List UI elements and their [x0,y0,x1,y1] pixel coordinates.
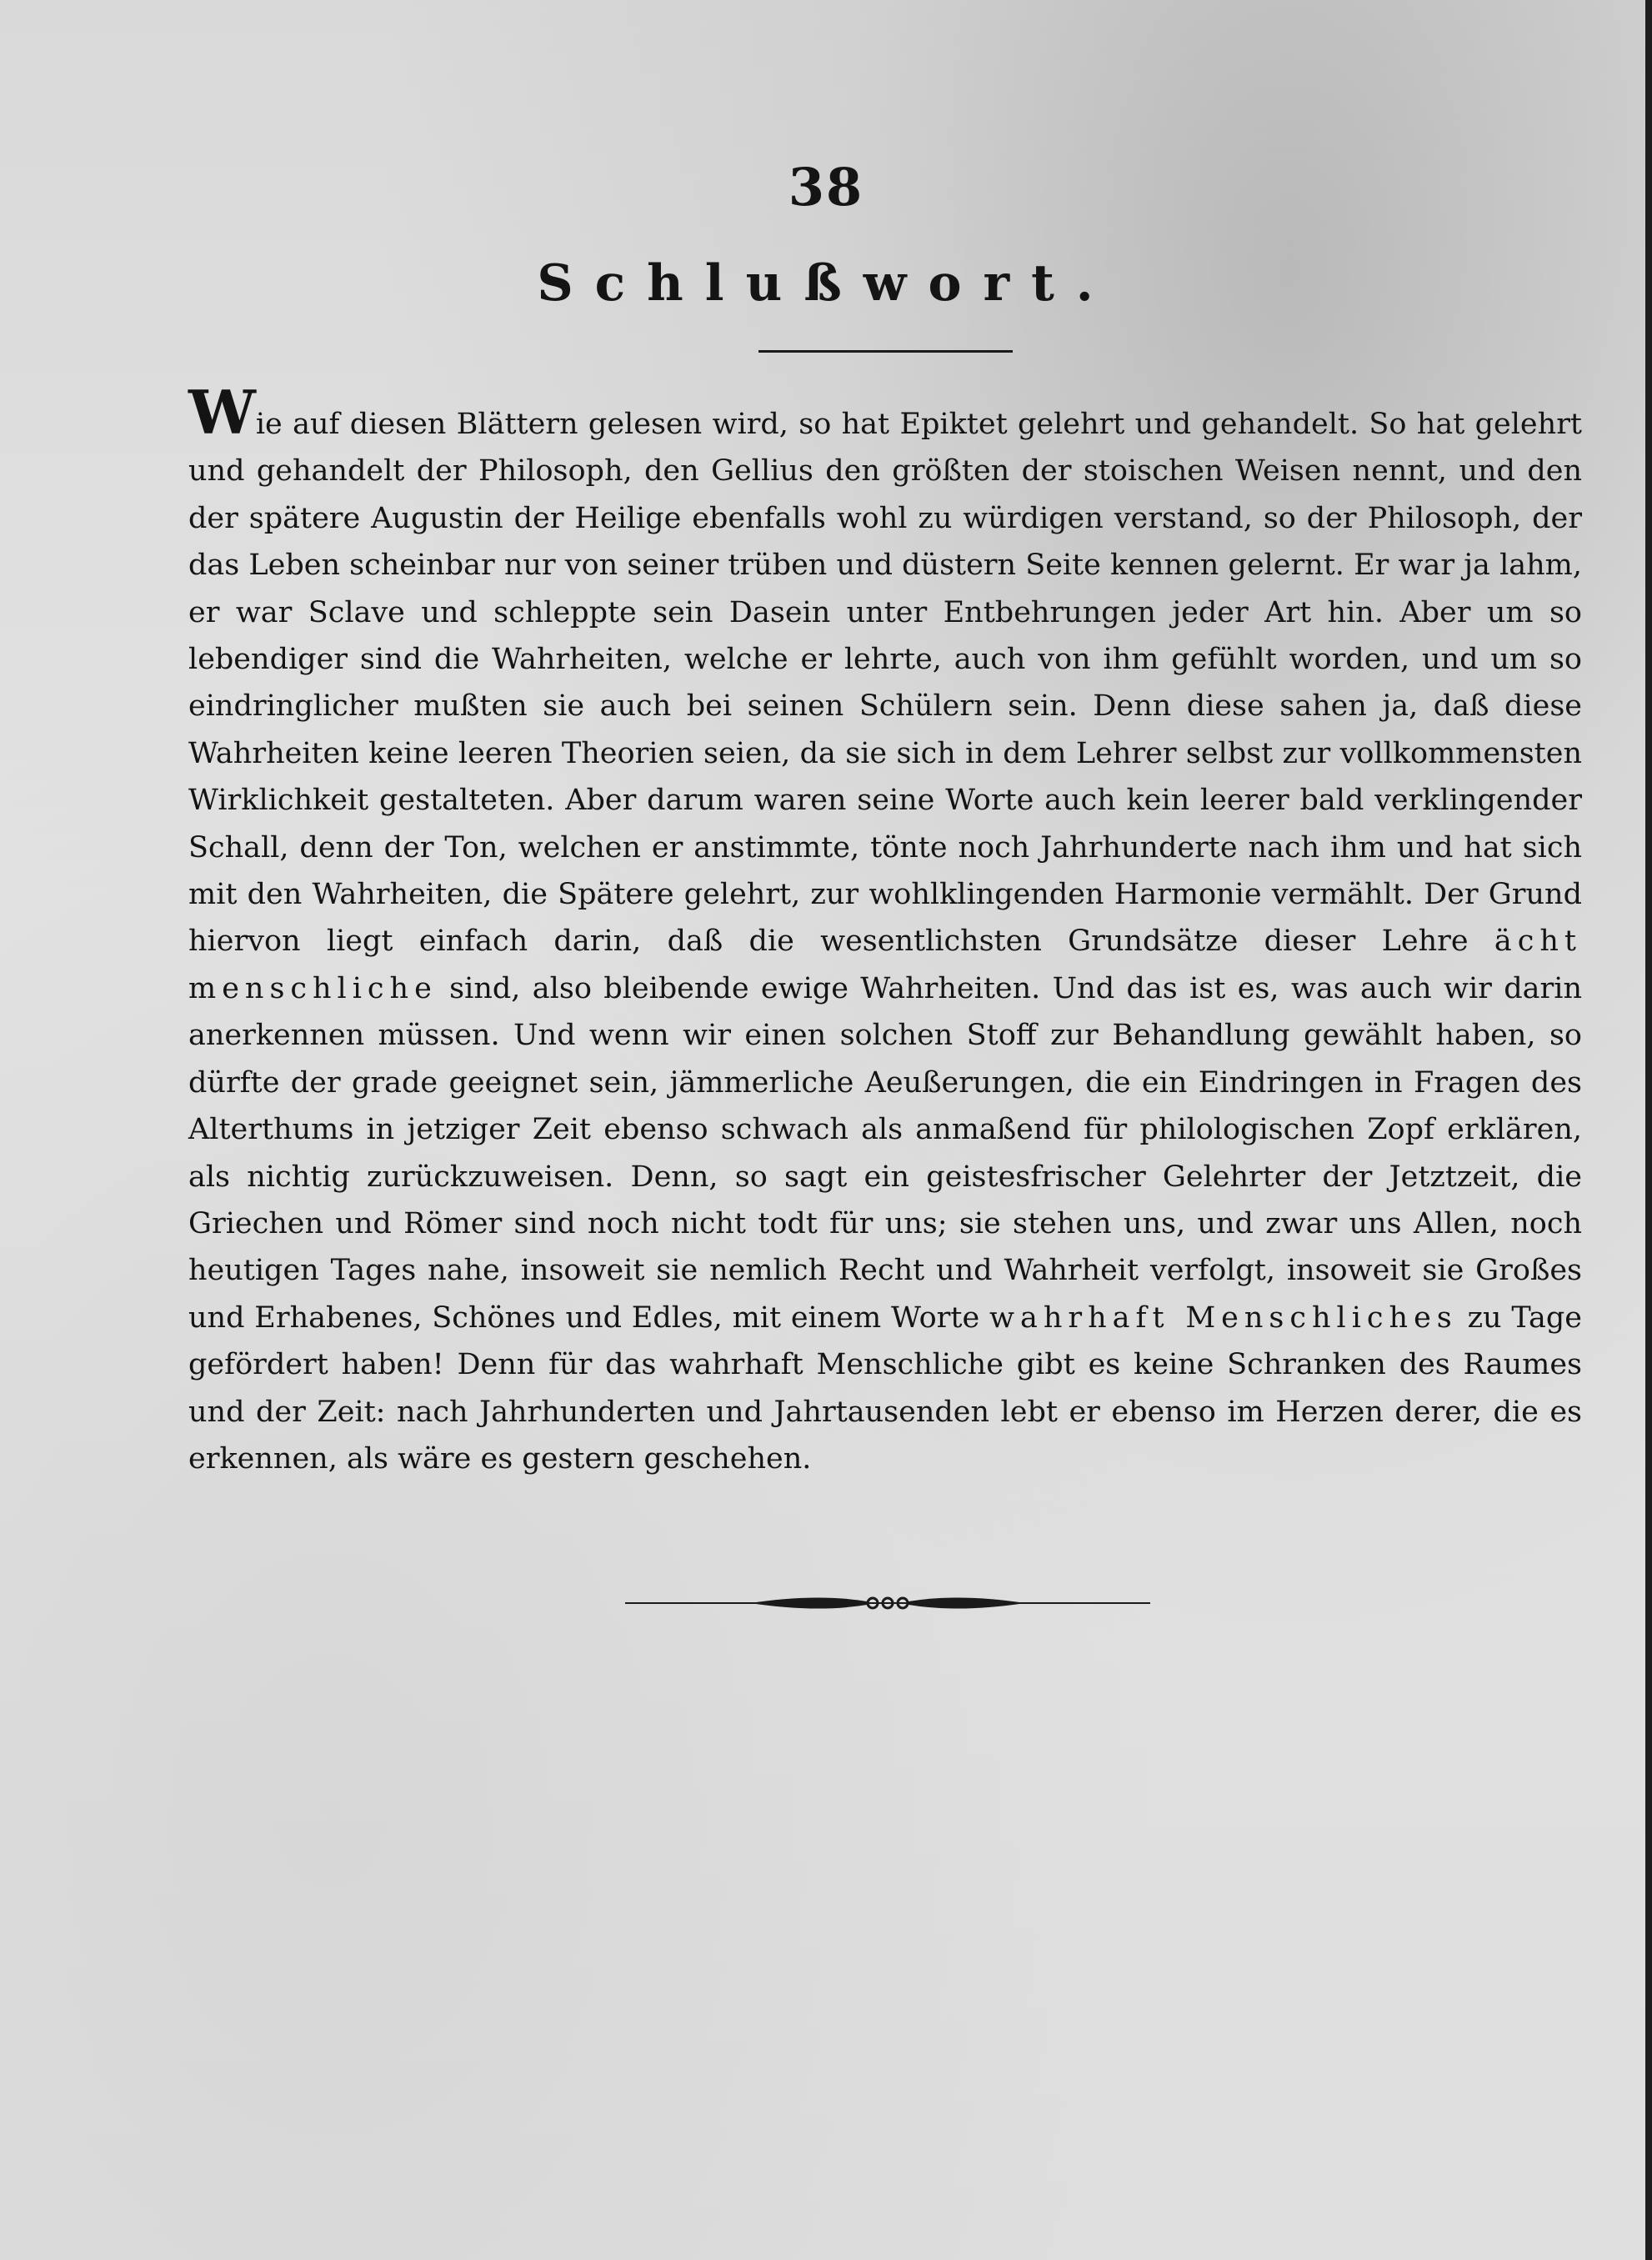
initial-letter: W [188,377,256,448]
page-number: 38 [788,157,864,218]
ornament-divider [625,1588,1150,1618]
emphasized-phrase: wahrhaft Menschliches [989,1300,1458,1335]
paragraph-segment: ie auf diesen Blättern gelesen wird, so hat Epiktet gelehrt und gehandelt. So hat gelehrt und gehandelt der Philosoph, den Gellius den größten der stoischen Weisen nennt, und den der spätere Augustin der Heilige ebenfalls wohl zu würdigen verstand, so der Philosoph, der das Leben scheinbar nur von seiner trüben und düstern Seite kennen gelernt. Er war ja lahm, er war Sclave und schleppte sein Dasein unter Entbehrungen jeder Art hin. Aber um so lebendiger sind die Wahrheiten, welche er lehrte, auch von ihm gefühlt worden, und um so eindringlicher mußten sie auch bei seinen Schülern sein. Denn diese sahen ja, daß diese Wahrheiten keine leeren Theorien seien, da sie sich in dem Lehrer selbst zur vollkommensten Wirklichkeit gestalteten. Aber darum waren seine Worte auch kein leerer bald verklingender Schall, denn der Ton, welchen er anstimmte, tönte noch Jahrhunderte nach ihm und hat sich mit den Wahrheiten, die Spätere gelehrt, zur wohlklingenden Harmonie vermählt. Der Grund hiervon liegt einfach darin, daß die wesentlichsten Grundsätze dieser Lehre [188,408,1582,959]
paragraph-segment: zu Tage gefördert haben! Denn für das wahrhaft Menschliche gibt es keine Schranken des Raumes und der Zeit: nach Jahrhunderten und Jahrtausenden lebt er ebenso im Herzen derer, die es erkennen, als wäre es gestern geschehen. [188,1300,1582,1476]
heading-underline [758,350,1013,353]
paragraph-segment: sind, also bleibende ewige Wahrheiten. Und das ist es, was auch wir darin anerkennen müssen. Und wenn wir einen solchen Stoff zur Behandlung gewählt haben, so dürfte der grade geeignet sein, jämmerliche Aeußerungen, die ein Eindringen in Fragen des Alterthums in jetziger Zeit ebenso schwach als anmaßend für philologischen Zopf erklären, als nichtig zurückzuweisen. Denn, so sagt ein geistesfrischer Gelehrter der Jetztzeit, die Griechen und Römer sind noch nicht todt für uns; sie stehen uns, und zwar uns Allen, noch heutigen Tages nahe, insoweit sie nemlich Recht und Wahrheit verfolgt, insoweit sie Großes und Erhabenes, Schönes und Edles, mit einem Worte [188,971,1582,1335]
section-heading: Schlußwort. [537,254,1115,313]
page-edge [1645,0,1652,2260]
closing-paragraph [188,377,1582,1482]
emphasized-phrase: ächt menschliche [188,925,1582,1005]
